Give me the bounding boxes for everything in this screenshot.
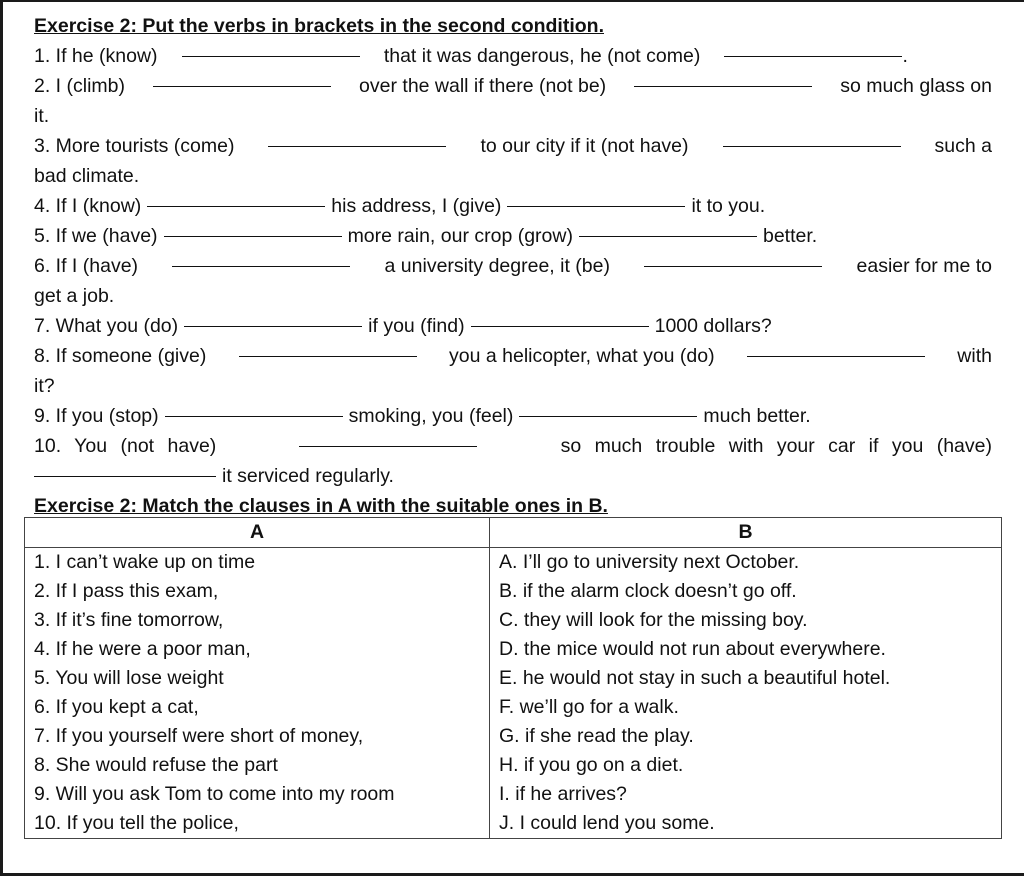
clause-b: A. I’ll go to university next October. — [490, 548, 1002, 578]
page-border-top — [0, 0, 1024, 2]
question-9 — [34, 401, 992, 431]
exercise-fill-in — [34, 11, 992, 521]
answer-blank[interactable] — [182, 55, 360, 57]
answer-blank[interactable] — [644, 265, 822, 267]
question-6-cont — [34, 281, 992, 311]
clause-a: 4. If he were a poor man, — [25, 635, 490, 664]
question-10-cont — [34, 461, 992, 491]
question-4 — [34, 191, 992, 221]
question-2-cont — [34, 101, 992, 131]
table-row — [25, 751, 1002, 780]
clause-a: 1. I can’t wake up on time — [25, 548, 490, 578]
question-text: . — [902, 45, 908, 67]
table-row — [25, 780, 1002, 809]
question-text: with — [957, 345, 992, 367]
question-text: 8. If someone (give) — [34, 345, 207, 367]
answer-blank[interactable] — [153, 85, 331, 87]
column-header-b: B — [490, 518, 1002, 548]
question-text: 7. What you (do) — [34, 315, 179, 337]
question-3-cont — [34, 161, 992, 191]
question-10 — [34, 431, 992, 461]
answer-blank[interactable] — [471, 325, 649, 327]
answer-blank[interactable] — [165, 415, 343, 417]
answer-blank[interactable] — [519, 415, 697, 417]
question-text: it to you. — [691, 195, 766, 217]
clause-b: B. if the alarm clock doesn’t go off. — [490, 577, 1002, 606]
clause-b: E. he would not stay in such a beautiful hotel. — [490, 664, 1002, 693]
column-header-a: A — [25, 518, 490, 548]
answer-blank[interactable] — [507, 205, 685, 207]
answer-blank[interactable] — [634, 85, 812, 87]
answer-blank[interactable] — [268, 145, 446, 147]
question-text: 6. If I (have) — [34, 255, 139, 277]
table-header-row — [25, 518, 1002, 548]
question-text: that it was dangerous, he (not come) — [383, 45, 701, 67]
answer-blank[interactable] — [299, 445, 477, 447]
question-text: it. — [34, 105, 50, 127]
clause-b: G. if she read the play. — [490, 722, 1002, 751]
answer-blank[interactable] — [34, 475, 216, 477]
clause-b: I. if he arrives? — [490, 780, 1002, 809]
question-text: much better. — [703, 405, 811, 427]
question-text: to our city if it (not have) — [480, 135, 689, 157]
answer-blank[interactable] — [172, 265, 350, 267]
question-text: better. — [762, 225, 818, 247]
table-row — [25, 664, 1002, 693]
question-text: if you (find) — [368, 315, 465, 337]
question-text: it? — [34, 375, 55, 397]
question-8 — [34, 341, 992, 371]
question-text: 4. If I (know) — [34, 195, 142, 217]
question-1 — [34, 41, 992, 71]
question-text: 10. You (not have) — [34, 435, 217, 457]
exercise-1-title: Exercise 2: Put the verbs in brackets in the second condition. — [34, 15, 604, 37]
page-border-left — [0, 0, 3, 876]
clause-a: 3. If it’s fine tomorrow, — [25, 606, 490, 635]
question-8-cont — [34, 371, 992, 401]
clause-b: J. I could lend you some. — [490, 809, 1002, 839]
question-text: more rain, our crop (grow) — [347, 225, 573, 247]
clause-a: 9. Will you ask Tom to come into my room — [25, 780, 490, 809]
question-text: over the wall if there (not be) — [359, 75, 607, 97]
question-7 — [34, 311, 992, 341]
question-text: so much trouble with your car if you (have) — [560, 435, 992, 457]
clause-a: 2. If I pass this exam, — [25, 577, 490, 606]
clause-a: 5. You will lose weight — [25, 664, 490, 693]
question-text: so much glass on — [840, 75, 992, 97]
question-text: such a — [934, 135, 992, 157]
answer-blank[interactable] — [239, 355, 417, 357]
clause-b: F. we’ll go for a walk. — [490, 693, 1002, 722]
table-row — [25, 548, 1002, 578]
table-row — [25, 722, 1002, 751]
table-row — [25, 693, 1002, 722]
clause-a: 8. She would refuse the part — [25, 751, 490, 780]
question-text: 5. If we (have) — [34, 225, 158, 247]
question-text: 2. I (climb) — [34, 75, 126, 97]
table-row — [25, 577, 1002, 606]
question-6 — [34, 251, 992, 281]
question-text: 1. If he (know) — [34, 45, 158, 67]
answer-blank[interactable] — [579, 235, 757, 237]
answer-blank[interactable] — [164, 235, 342, 237]
question-text: it serviced regularly. — [222, 465, 394, 487]
clause-a: 6. If you kept a cat, — [25, 693, 490, 722]
answer-blank[interactable] — [747, 355, 925, 357]
clause-a: 7. If you yourself were short of money, — [25, 722, 490, 751]
clause-b: D. the mice would not run about everywhere. — [490, 635, 1002, 664]
answer-blank[interactable] — [184, 325, 362, 327]
question-text: get a job. — [34, 285, 115, 307]
question-5 — [34, 221, 992, 251]
clause-b: C. they will look for the missing boy. — [490, 606, 1002, 635]
exercise-2-title: Exercise 2: Match the clauses in A with the suitable ones in B. — [34, 495, 608, 517]
question-2 — [34, 71, 992, 101]
question-text: his address, I (give) — [331, 195, 502, 217]
question-text: you a helicopter, what you (do) — [449, 345, 715, 367]
question-text: easier for me to — [856, 255, 992, 277]
table-row — [25, 809, 1002, 839]
answer-blank[interactable] — [723, 145, 901, 147]
question-text: bad climate. — [34, 165, 140, 187]
clause-a: 10. If you tell the police, — [25, 809, 490, 839]
question-text: 9. If you (stop) — [34, 405, 159, 427]
question-text: 1000 dollars? — [654, 315, 772, 337]
question-text: 3. More tourists (come) — [34, 135, 235, 157]
table-row — [25, 606, 1002, 635]
question-3 — [34, 131, 992, 161]
answer-blank[interactable] — [147, 205, 325, 207]
question-text: a university degree, it (be) — [384, 255, 610, 277]
answer-blank[interactable] — [724, 55, 902, 57]
matching-table — [24, 517, 1002, 839]
question-text: smoking, you (feel) — [348, 405, 514, 427]
clause-b: H. if you go on a diet. — [490, 751, 1002, 780]
table-row — [25, 635, 1002, 664]
